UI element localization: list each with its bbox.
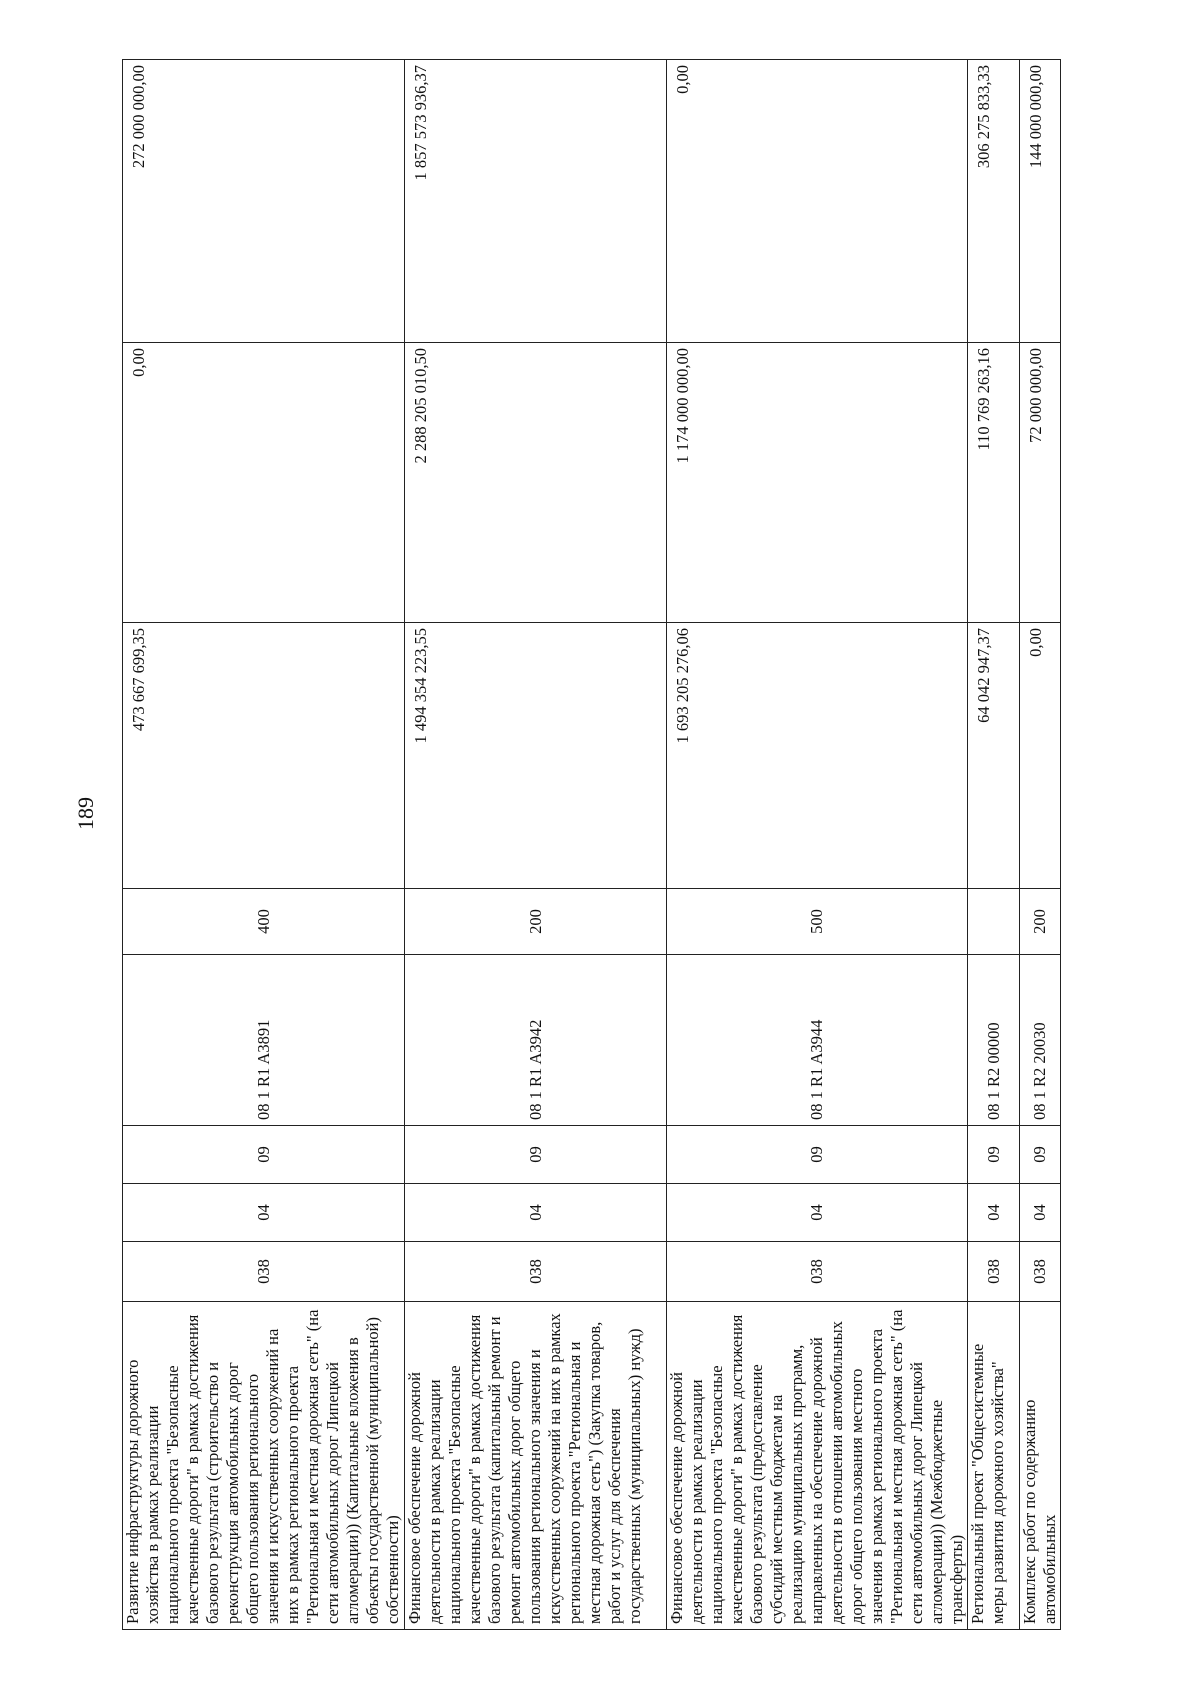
amount-year-2: 2 288 205 010,50 [405,343,667,623]
row-name: Финансовое обеспечение дорожной деятельности в рамках реализации национального проекта "Безопасные качественные дороги" в рамках достижения базового результата (предоставление субсидий местным бюджетам на реализацию муниципальных программ, направленных на обеспечение дорожной деятельности в отношении автомобильных дорог общего пользования местного значения в рамках регионального проекта "Региональная и местная дорожная сеть" (на сети автомобильных дорог Липецкой агломерации)) (Межбюджетные трансферты) [667,1302,968,1630]
budget-table [122,59,1061,1630]
section-code: 04 [1020,1184,1061,1242]
subsection-code: 09 [968,1126,1020,1184]
amount-year-3: 306 275 833,33 [968,60,1020,343]
table-row [667,60,968,1630]
section-code: 04 [968,1184,1020,1242]
expense-type-code: 500 [667,889,968,955]
grbs-code: 038 [405,1242,667,1302]
amount-year-1: 1 494 354 223,55 [405,623,667,889]
subsection-code: 09 [123,1126,405,1184]
grbs-code: 038 [123,1242,405,1302]
amount-year-2: 0,00 [123,343,405,623]
grbs-code: 038 [968,1242,1020,1302]
expense-type-code: 400 [123,889,405,955]
amount-year-3: 144 000 000,00 [1020,60,1061,343]
target-article-code: 08 1 R2 00000 [968,955,1020,1126]
amount-year-2: 110 769 263,16 [968,343,1020,623]
expense-type-code [968,889,1020,955]
subsection-code: 09 [667,1126,968,1184]
table-row [968,60,1020,1630]
expense-type-code: 200 [1020,889,1061,955]
row-name: Комплекс работ по содержанию автомобильных [1020,1302,1061,1630]
target-article-code: 08 1 R1 A3891 [123,955,405,1126]
grbs-code: 038 [1020,1242,1061,1302]
amount-year-3: 1 857 573 936,37 [405,60,667,343]
section-code: 04 [123,1184,405,1242]
table-row [123,60,405,1630]
row-name: Финансовое обеспечение дорожной деятельности в рамках реализации национального проекта "Безопасные качественные дороги" в рамках достижения базового результата (капитальный ремонт и ремонт автомобильных дорог общего пользования регионального значения и искусственных сооружений на них в рамках регионального проекта "Региональная и местная дорожная сеть") (Закупка товаров, работ и услуг для обеспечения государственных (муниципальных) нужд) [405,1302,667,1630]
amount-year-3: 0,00 [667,60,968,343]
target-article-code: 08 1 R1 A3942 [405,955,667,1126]
row-name: Развитие инфраструктуры дорожного хозяйства в рамках реализации национального проекта "Безопасные качественные дороги" в рамках достижения базового результата (строительство и реконструкция автомобильных дорог общего пользования регионального значения и искусственных сооружений на них в рамках регионального проекта "Региональная и местная дорожная сеть" (на сети автомобильных дорог Липецкой агломерации)) (Капитальные вложения в объекты государственной (муниципальной) собственности) [123,1302,405,1630]
page-number: 189 [73,797,98,830]
amount-year-1: 1 693 205 276,06 [667,623,968,889]
expense-type-code: 200 [405,889,667,955]
amount-year-3: 272 000 000,00 [123,60,405,343]
subsection-code: 09 [405,1126,667,1184]
section-code: 04 [405,1184,667,1242]
subsection-code: 09 [1020,1126,1061,1184]
section-code: 04 [667,1184,968,1242]
amount-year-2: 1 174 000 000,00 [667,343,968,623]
target-article-code: 08 1 R2 20030 [1020,955,1061,1126]
amount-year-1: 0,00 [1020,623,1061,889]
rotated-page-content [122,60,1061,1630]
table-row [405,60,667,1630]
table-row [1020,60,1061,1630]
target-article-code: 08 1 R1 A3944 [667,955,968,1126]
amount-year-1: 64 042 947,37 [968,623,1020,889]
amount-year-1: 473 667 699,35 [123,623,405,889]
row-name: Региональный проект "Общесистемные меры развития дорожного хозяйства" [968,1302,1020,1630]
amount-year-2: 72 000 000,00 [1020,343,1061,623]
grbs-code: 038 [667,1242,968,1302]
